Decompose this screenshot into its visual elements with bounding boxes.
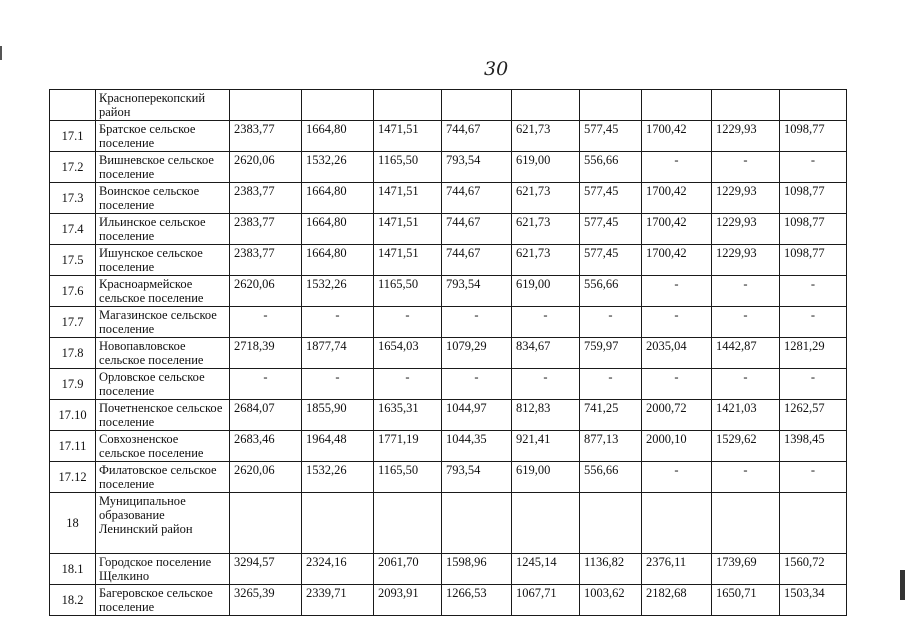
value-cell: 793,54 xyxy=(442,462,512,493)
table-row xyxy=(50,183,847,214)
value-cell: 1442,87 xyxy=(712,338,780,369)
row-number: 18.2 xyxy=(50,585,96,616)
value-cell: 619,00 xyxy=(512,276,580,307)
value-cell: 1664,80 xyxy=(302,121,374,152)
value-cell: 2383,77 xyxy=(230,183,302,214)
value-cell: 1471,51 xyxy=(374,183,442,214)
value-cell: 2718,39 xyxy=(230,338,302,369)
value-cell: 1398,45 xyxy=(780,431,847,462)
value-cell: 1266,53 xyxy=(442,585,512,616)
settlement-name: Ильинское сельское поселение xyxy=(96,214,230,245)
value-cell: 744,67 xyxy=(442,121,512,152)
value-cell xyxy=(580,493,642,554)
value-cell: 744,67 xyxy=(442,245,512,276)
value-cell: 1855,90 xyxy=(302,400,374,431)
value-cell: 1281,29 xyxy=(780,338,847,369)
value-cell: 619,00 xyxy=(512,462,580,493)
value-cell: 1229,93 xyxy=(712,183,780,214)
value-cell: 1964,48 xyxy=(302,431,374,462)
value-cell: 744,67 xyxy=(442,214,512,245)
value-cell: 2061,70 xyxy=(374,554,442,585)
value-cell: 1560,72 xyxy=(780,554,847,585)
value-cell: 1529,62 xyxy=(712,431,780,462)
value-cell: - xyxy=(712,152,780,183)
row-number: 17.1 xyxy=(50,121,96,152)
value-cell: 2620,06 xyxy=(230,462,302,493)
value-cell xyxy=(642,493,712,554)
value-cell: 1229,93 xyxy=(712,214,780,245)
value-cell: - xyxy=(780,152,847,183)
value-cell: 1229,93 xyxy=(712,245,780,276)
value-cell xyxy=(230,90,302,121)
value-cell: 2000,72 xyxy=(642,400,712,431)
value-cell: 1471,51 xyxy=(374,245,442,276)
table-row xyxy=(50,245,847,276)
value-cell xyxy=(302,493,374,554)
value-cell: 793,54 xyxy=(442,152,512,183)
value-cell: 1700,42 xyxy=(642,214,712,245)
value-cell: 1700,42 xyxy=(642,121,712,152)
value-cell: 1079,29 xyxy=(442,338,512,369)
value-cell: 2383,77 xyxy=(230,214,302,245)
value-cell: 1503,34 xyxy=(780,585,847,616)
value-cell: 1098,77 xyxy=(780,183,847,214)
value-cell: 2620,06 xyxy=(230,276,302,307)
value-cell xyxy=(712,90,780,121)
table-row xyxy=(50,214,847,245)
value-cell: 1165,50 xyxy=(374,276,442,307)
settlement-name: Новопавловское сельское поселение xyxy=(96,338,230,369)
value-cell: 1262,57 xyxy=(780,400,847,431)
settlement-name: Совхозненское сельское поселение xyxy=(96,431,230,462)
value-cell: 577,45 xyxy=(580,121,642,152)
table-row xyxy=(50,585,847,616)
value-cell: - xyxy=(712,307,780,338)
row-number: 17.3 xyxy=(50,183,96,214)
row-number: 17.4 xyxy=(50,214,96,245)
value-cell: 1098,77 xyxy=(780,121,847,152)
value-cell: - xyxy=(302,369,374,400)
row-number: 17.9 xyxy=(50,369,96,400)
value-cell: - xyxy=(374,369,442,400)
table-row xyxy=(50,90,847,121)
value-cell xyxy=(374,90,442,121)
value-cell: 1598,96 xyxy=(442,554,512,585)
row-number: 17.8 xyxy=(50,338,96,369)
value-cell xyxy=(512,493,580,554)
value-cell: 2620,06 xyxy=(230,152,302,183)
table-row xyxy=(50,369,847,400)
value-cell: 759,97 xyxy=(580,338,642,369)
value-cell: - xyxy=(642,276,712,307)
value-cell: 1229,93 xyxy=(712,121,780,152)
row-number: 17.5 xyxy=(50,245,96,276)
value-cell: 577,45 xyxy=(580,245,642,276)
value-cell: 619,00 xyxy=(512,152,580,183)
value-cell: 556,66 xyxy=(580,276,642,307)
value-cell: 1098,77 xyxy=(780,245,847,276)
settlement-name: Филатовское сельское поселение xyxy=(96,462,230,493)
value-cell: 793,54 xyxy=(442,276,512,307)
value-cell: 1098,77 xyxy=(780,214,847,245)
value-cell: - xyxy=(780,462,847,493)
row-number: 17.10 xyxy=(50,400,96,431)
value-cell xyxy=(374,493,442,554)
row-number xyxy=(50,90,96,121)
value-cell: 1245,14 xyxy=(512,554,580,585)
value-cell: 2383,77 xyxy=(230,245,302,276)
value-cell: 1700,42 xyxy=(642,245,712,276)
table-row xyxy=(50,338,847,369)
settlement-name: Красноперекопский район xyxy=(96,90,230,121)
value-cell: 1067,71 xyxy=(512,585,580,616)
settlement-name: Магазинское сельское поселение xyxy=(96,307,230,338)
value-cell: 1654,03 xyxy=(374,338,442,369)
value-cell: 1664,80 xyxy=(302,245,374,276)
table-row xyxy=(50,493,847,554)
value-cell: 812,83 xyxy=(512,400,580,431)
value-cell: 744,67 xyxy=(442,183,512,214)
value-cell: 556,66 xyxy=(580,462,642,493)
table-row xyxy=(50,554,847,585)
table-row xyxy=(50,121,847,152)
value-cell xyxy=(780,90,847,121)
value-cell xyxy=(442,90,512,121)
value-cell: 1650,71 xyxy=(712,585,780,616)
value-cell: - xyxy=(780,276,847,307)
value-cell: 1635,31 xyxy=(374,400,442,431)
value-cell: - xyxy=(642,307,712,338)
value-cell: - xyxy=(712,369,780,400)
value-cell: - xyxy=(642,462,712,493)
value-cell: 1136,82 xyxy=(580,554,642,585)
value-cell xyxy=(512,90,580,121)
value-cell: 556,66 xyxy=(580,152,642,183)
value-cell: 1771,19 xyxy=(374,431,442,462)
page-number: 30 xyxy=(484,58,509,80)
value-cell: 877,13 xyxy=(580,431,642,462)
value-cell: - xyxy=(512,307,580,338)
value-cell: 1532,26 xyxy=(302,152,374,183)
value-cell: 1532,26 xyxy=(302,276,374,307)
value-cell xyxy=(230,493,302,554)
value-cell: - xyxy=(580,369,642,400)
value-cell: 1044,35 xyxy=(442,431,512,462)
row-number: 17.12 xyxy=(50,462,96,493)
value-cell: 1044,97 xyxy=(442,400,512,431)
value-cell: 2000,10 xyxy=(642,431,712,462)
value-cell: 1664,80 xyxy=(302,214,374,245)
value-cell: - xyxy=(580,307,642,338)
settlement-name: Почетненское сельское поселение xyxy=(96,400,230,431)
value-cell: - xyxy=(642,369,712,400)
row-number: 17.11 xyxy=(50,431,96,462)
scan-edge-mark xyxy=(0,46,2,60)
value-cell: 2684,07 xyxy=(230,400,302,431)
value-cell: 1877,74 xyxy=(302,338,374,369)
table-row xyxy=(50,276,847,307)
row-number: 17.6 xyxy=(50,276,96,307)
value-cell: - xyxy=(442,307,512,338)
table-row xyxy=(50,462,847,493)
value-cell: 1165,50 xyxy=(374,152,442,183)
value-cell: - xyxy=(712,276,780,307)
value-cell: 621,73 xyxy=(512,121,580,152)
value-cell xyxy=(712,493,780,554)
value-cell: 577,45 xyxy=(580,183,642,214)
value-cell: 2683,46 xyxy=(230,431,302,462)
row-number: 17.7 xyxy=(50,307,96,338)
settlement-name: Орловское сельское поселение xyxy=(96,369,230,400)
value-cell xyxy=(780,493,847,554)
value-cell: - xyxy=(230,307,302,338)
value-cell xyxy=(580,90,642,121)
value-cell: - xyxy=(780,369,847,400)
value-cell: 921,41 xyxy=(512,431,580,462)
value-cell: - xyxy=(642,152,712,183)
value-cell: 1165,50 xyxy=(374,462,442,493)
row-number: 17.2 xyxy=(50,152,96,183)
value-cell: 1421,03 xyxy=(712,400,780,431)
row-number: 18 xyxy=(50,493,96,554)
value-cell: 1700,42 xyxy=(642,183,712,214)
value-cell: 2324,16 xyxy=(302,554,374,585)
settlement-name: Городское поселение Щелкино xyxy=(96,554,230,585)
settlement-name: Вишневское сельское поселение xyxy=(96,152,230,183)
settlement-name: Багеровское сельское поселение xyxy=(96,585,230,616)
value-cell: 2383,77 xyxy=(230,121,302,152)
value-cell: 3294,57 xyxy=(230,554,302,585)
value-cell: 1471,51 xyxy=(374,214,442,245)
value-cell: 2093,91 xyxy=(374,585,442,616)
value-cell: - xyxy=(442,369,512,400)
settlement-name: Братское сельское поселение xyxy=(96,121,230,152)
settlement-name: Ишунское сельское поселение xyxy=(96,245,230,276)
value-cell: 1003,62 xyxy=(580,585,642,616)
value-cell xyxy=(642,90,712,121)
value-cell: 1532,26 xyxy=(302,462,374,493)
value-cell: - xyxy=(780,307,847,338)
value-cell: 2035,04 xyxy=(642,338,712,369)
value-cell: - xyxy=(302,307,374,338)
value-cell: 621,73 xyxy=(512,183,580,214)
value-cell: 621,73 xyxy=(512,245,580,276)
value-cell: 1739,69 xyxy=(712,554,780,585)
scan-edge-mark xyxy=(900,570,905,600)
settlement-name: Муниципальное образование Ленинский район xyxy=(96,493,230,554)
value-cell: - xyxy=(712,462,780,493)
table-row xyxy=(50,400,847,431)
value-cell: 1471,51 xyxy=(374,121,442,152)
value-cell: - xyxy=(230,369,302,400)
value-cell: 2182,68 xyxy=(642,585,712,616)
value-cell: 741,25 xyxy=(580,400,642,431)
value-cell: 621,73 xyxy=(512,214,580,245)
value-cell: - xyxy=(512,369,580,400)
table-row xyxy=(50,431,847,462)
value-cell: 577,45 xyxy=(580,214,642,245)
value-cell: 3265,39 xyxy=(230,585,302,616)
value-cell xyxy=(442,493,512,554)
value-cell: 834,67 xyxy=(512,338,580,369)
value-cell: 2339,71 xyxy=(302,585,374,616)
tariff-table xyxy=(49,89,847,616)
table-row xyxy=(50,307,847,338)
value-cell: 2376,11 xyxy=(642,554,712,585)
row-number: 18.1 xyxy=(50,554,96,585)
settlement-name: Воинское сельское поселение xyxy=(96,183,230,214)
table-row xyxy=(50,152,847,183)
value-cell: 1664,80 xyxy=(302,183,374,214)
value-cell xyxy=(302,90,374,121)
settlement-name: Красноармейское сельское поселение xyxy=(96,276,230,307)
value-cell: - xyxy=(374,307,442,338)
